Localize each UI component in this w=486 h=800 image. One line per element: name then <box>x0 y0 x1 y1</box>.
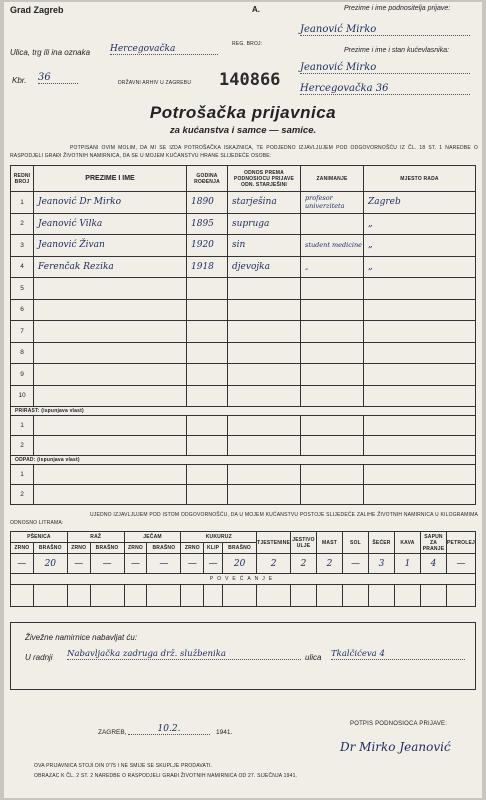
city-heading: Grad Zagreb <box>10 5 64 15</box>
col-sugar: ŠEĆER <box>369 532 395 554</box>
empty-cell <box>187 416 228 436</box>
series-letter: A. <box>252 5 260 14</box>
stock-subcol: ZRNO <box>124 543 147 554</box>
member-row <box>11 385 476 407</box>
group-wheat: PŠENICA <box>11 532 68 543</box>
cell-place: „ <box>364 235 476 257</box>
cell-no: 5 <box>11 278 34 300</box>
cell-place <box>364 321 476 343</box>
col-header-occupation: ZANIMANJE <box>301 166 364 192</box>
col-header-no: REDNI BROJ <box>11 166 34 192</box>
members-table <box>10 165 476 505</box>
stock-value-cell: — <box>67 554 90 574</box>
increase-cell <box>181 585 204 607</box>
supply-street-label: ulica <box>305 653 322 662</box>
cell-relation: starješina <box>228 192 301 214</box>
cell-name <box>34 278 187 300</box>
group-rye: RAŽ <box>67 532 124 543</box>
increase-cell <box>395 585 421 607</box>
stock-value-cell: — <box>11 554 34 574</box>
stock-subcol: BRAŠNO <box>90 543 124 554</box>
cell-year: 1918 <box>187 256 228 278</box>
street-label: Ulica, trg ili ina oznaka <box>10 48 91 57</box>
cell-name: Jeanović Vilka <box>34 213 187 235</box>
increase-cell <box>291 585 317 607</box>
cell-relation <box>228 278 301 300</box>
empty-cell <box>187 465 228 485</box>
empty-cell <box>187 485 228 505</box>
empty-cell <box>34 436 187 456</box>
cell-name: Jeanović Živan <box>34 235 187 257</box>
members-header-row <box>11 166 476 192</box>
empty-cell <box>34 485 187 505</box>
member-row <box>11 321 476 343</box>
increase-cell <box>447 585 476 607</box>
cell-name <box>34 321 187 343</box>
empty-cell <box>34 416 187 436</box>
cell-name: Jeanović Dr Mirko <box>34 192 187 214</box>
cell-place <box>364 342 476 364</box>
col-header-place: MJESTO RADA <box>364 166 476 192</box>
increase-cell <box>317 585 343 607</box>
cell-occupation: profesor univerziteta <box>301 192 364 214</box>
empty-cell <box>228 485 301 505</box>
col-header-relation: ODNOS PREMA PODNOSIOCU PRIJAVE ODN. STARJEŠINI <box>228 166 301 192</box>
cell-no: 1 <box>11 192 34 214</box>
cell-place: Zagreb <box>364 192 476 214</box>
odpad-row <box>11 485 476 505</box>
stock-value-cell: 2 <box>257 554 291 574</box>
prirast-label-row <box>11 407 476 416</box>
stock-subcol: ZRNO <box>67 543 90 554</box>
owner-label: Prezime i ime i stan kućevlasnika: <box>344 47 450 54</box>
member-row <box>11 278 476 300</box>
shop-value: Nabavljačka zadruga drž. službenika <box>67 649 301 660</box>
member-row <box>11 364 476 386</box>
empty-cell <box>187 436 228 456</box>
form-subtitle: za kućanstva i samce — samice. <box>169 125 317 136</box>
supply-street-value: Tkalčićeva 4 <box>331 649 465 660</box>
stock-value-cell: — <box>90 554 124 574</box>
empty-cell <box>364 465 476 485</box>
stock-subcol: ZRNO <box>11 543 34 554</box>
signature-label: POTPIS PODNOSIOCA PRIJAVE: <box>350 721 448 727</box>
cell-year <box>187 321 228 343</box>
stock-increase-row <box>11 585 476 607</box>
increase-cell <box>223 585 257 607</box>
cell-no: 1 <box>11 465 34 485</box>
col-lard: MAST <box>317 532 343 554</box>
col-header-year: GODINA ROĐENJA <box>187 166 228 192</box>
owner-name: Jeanović Mirko <box>300 62 470 74</box>
cell-relation <box>228 364 301 386</box>
cell-place <box>364 278 476 300</box>
cell-occupation <box>301 299 364 321</box>
empty-cell <box>301 416 364 436</box>
col-salt: SOL <box>343 532 369 554</box>
member-row <box>11 299 476 321</box>
supply-box <box>10 622 476 690</box>
cell-name <box>34 364 187 386</box>
cell-no: 7 <box>11 321 34 343</box>
cell-year: 1895 <box>187 213 228 235</box>
empty-cell <box>364 436 476 456</box>
stock-subcol: BRAŠNO <box>147 543 181 554</box>
archive-number: 140866 <box>219 70 281 90</box>
cell-occupation <box>301 385 364 407</box>
stock-subcol: KLIP <box>204 543 223 554</box>
stock-value-cell: — <box>181 554 204 574</box>
empty-cell <box>34 465 187 485</box>
shop-label: U radnji <box>25 653 53 662</box>
stock-values-row <box>11 554 476 574</box>
year-label: 1941. <box>216 729 233 736</box>
cell-occupation <box>301 342 364 364</box>
cell-relation <box>228 385 301 407</box>
stock-value-cell: — <box>447 554 476 574</box>
stock-value-cell: — <box>124 554 147 574</box>
cell-place <box>364 385 476 407</box>
increase-cell <box>33 585 67 607</box>
cell-no: 6 <box>11 299 34 321</box>
house-number-value: 36 <box>38 72 78 84</box>
cell-relation <box>228 299 301 321</box>
signature-value: Dr Mirko Jeanović <box>340 740 451 754</box>
stock-value-cell: — <box>147 554 181 574</box>
document-page <box>4 2 482 798</box>
cell-year <box>187 278 228 300</box>
col-pasta: TJESTENINE <box>257 532 291 554</box>
col-coffee: KAVA <box>395 532 421 554</box>
empty-cell <box>364 485 476 505</box>
odpad-label: ODPAD: (ispunjava vlast) <box>11 456 476 465</box>
applicant-value: Jeanović Mirko <box>300 24 470 36</box>
cell-place: „ <box>364 213 476 235</box>
cell-no: 10 <box>11 385 34 407</box>
cell-name <box>34 299 187 321</box>
form-title: Potrošačka prijavnica <box>149 103 337 122</box>
cell-relation: sin <box>228 235 301 257</box>
empty-cell <box>228 416 301 436</box>
member-row <box>11 256 476 278</box>
increase-cell <box>67 585 90 607</box>
cell-occupation: student medicine <box>301 235 364 257</box>
stock-value-cell: 2 <box>317 554 343 574</box>
increase-cell <box>147 585 181 607</box>
cell-name: Ferenčak Rezika <box>34 256 187 278</box>
col-soap: SAPUN ZA PRANJE <box>421 532 447 554</box>
cell-place: „ <box>364 256 476 278</box>
cell-no: 1 <box>11 416 34 436</box>
increase-cell <box>11 585 34 607</box>
cell-year: 1920 <box>187 235 228 257</box>
cell-no: 2 <box>11 213 34 235</box>
increase-cell <box>257 585 291 607</box>
increase-cell <box>204 585 223 607</box>
cell-relation <box>228 342 301 364</box>
cell-no: 9 <box>11 364 34 386</box>
odpad-label-row <box>11 456 476 465</box>
stock-value-cell: 3 <box>369 554 395 574</box>
stock-subcol: BRAŠNO <box>33 543 67 554</box>
place-label: ZAGREB, <box>98 729 127 736</box>
prirast-label: PRIRAST: (ispunjava vlast) <box>11 407 476 416</box>
cell-occupation <box>301 213 364 235</box>
cell-no: 3 <box>11 235 34 257</box>
applicant-label: Prezime i ime podnositelja prijave: <box>344 5 451 12</box>
street-value: Hercegovačka <box>110 44 218 55</box>
stock-value-cell: 4 <box>421 554 447 574</box>
increase-cell <box>90 585 124 607</box>
cell-occupation: „ <box>301 256 364 278</box>
cell-year: 1890 <box>187 192 228 214</box>
cell-year <box>187 342 228 364</box>
cell-relation: djevojka <box>228 256 301 278</box>
increase-label: POVEĆANJE <box>11 574 476 585</box>
stock-value-cell: 20 <box>223 554 257 574</box>
stock-subcol: ZRNO <box>181 543 204 554</box>
stock-value-cell: 2 <box>291 554 317 574</box>
cell-occupation <box>301 321 364 343</box>
stock-value-cell: — <box>343 554 369 574</box>
cell-occupation <box>301 278 364 300</box>
stock-intro-text: UJEDNO IZJAVLJUJEM POD ISTOM ODGOVORNOŠĆU, DA U MOJEM KUĆANSTVU POSTOJE SLIJEDEĆE ZALIHE ŽIVOTNIH NAMIRNICA U KILOGRAMIMA ODNOSNO LITRAMA: <box>10 512 478 526</box>
date-value: 10.2. <box>128 724 210 735</box>
increase-cell <box>124 585 147 607</box>
group-corn: KUKURUZ <box>181 532 257 543</box>
cell-year <box>187 385 228 407</box>
cell-place <box>364 364 476 386</box>
col-header-name: PREZIME I IME <box>34 166 187 192</box>
stock-table <box>10 531 476 607</box>
empty-cell <box>228 465 301 485</box>
stock-subcol: BRAŠNO <box>223 543 257 554</box>
empty-cell <box>301 465 364 485</box>
cell-name <box>34 342 187 364</box>
empty-cell <box>364 416 476 436</box>
cell-no: 8 <box>11 342 34 364</box>
cell-no: 2 <box>11 436 34 456</box>
intro-text: POTPISANI OVIM MOLIM, DA MI SE IZDA POTROŠAČKA ISKAZNICA, TE PODJEDNO IZJAVLJUJEM POD ODGOVORNOŠĆU IZ ČL. 18 ST. 1 NAREDBE O RASPODJELI GRAĐI ŽIVOTNIH NAMIRNICA, DA SE U MOJEM KUĆANSTVU HRANE SLIJEDEĆE OSOBE: <box>10 145 478 159</box>
cell-name <box>34 385 187 407</box>
prirast-row <box>11 436 476 456</box>
col-petroleum: PETROLEJ <box>447 532 476 554</box>
col-oil: JESTIVO ULJE <box>291 532 317 554</box>
supply-label: Živežne namirnice nabavljat ću: <box>25 633 138 642</box>
cell-relation <box>228 321 301 343</box>
reg-label: REG. BROJ: <box>232 41 263 47</box>
cell-year <box>187 364 228 386</box>
increase-cell <box>369 585 395 607</box>
group-barley: JEČAM <box>124 532 181 543</box>
increase-cell <box>421 585 447 607</box>
cell-no: 4 <box>11 256 34 278</box>
stock-value-cell: 1 <box>395 554 421 574</box>
cell-no: 2 <box>11 485 34 505</box>
prirast-row <box>11 416 476 436</box>
stock-value-cell: 20 <box>33 554 67 574</box>
member-row <box>11 235 476 257</box>
price-note: OVA PRIJAVNICA STOJI DIN 0'75 I NE SMIJE SE SKUPLJE PRODAVATI. <box>34 763 213 769</box>
stock-value-cell: — <box>204 554 223 574</box>
cell-occupation <box>301 364 364 386</box>
cell-year <box>187 299 228 321</box>
member-row <box>11 192 476 214</box>
empty-cell <box>301 436 364 456</box>
cell-relation: supruga <box>228 213 301 235</box>
empty-cell <box>228 436 301 456</box>
owner-address: Hercegovačka 36 <box>300 83 470 95</box>
empty-cell <box>301 485 364 505</box>
archive-label: DRŽAVNI ARHIV U ZAGREBU <box>118 80 192 86</box>
cell-place <box>364 299 476 321</box>
house-number-label: Kbr. <box>12 76 27 85</box>
member-row <box>11 342 476 364</box>
increase-cell <box>343 585 369 607</box>
form-regulation-note: OBRAZAC K ČL. 2 ST. 2 NAREDBE O RASPODJELI GRAĐI ŽIVOTNIH NAMIRNICA OD 27. SIJEČNJA 1941. <box>34 773 298 779</box>
member-row <box>11 213 476 235</box>
odpad-row <box>11 465 476 485</box>
